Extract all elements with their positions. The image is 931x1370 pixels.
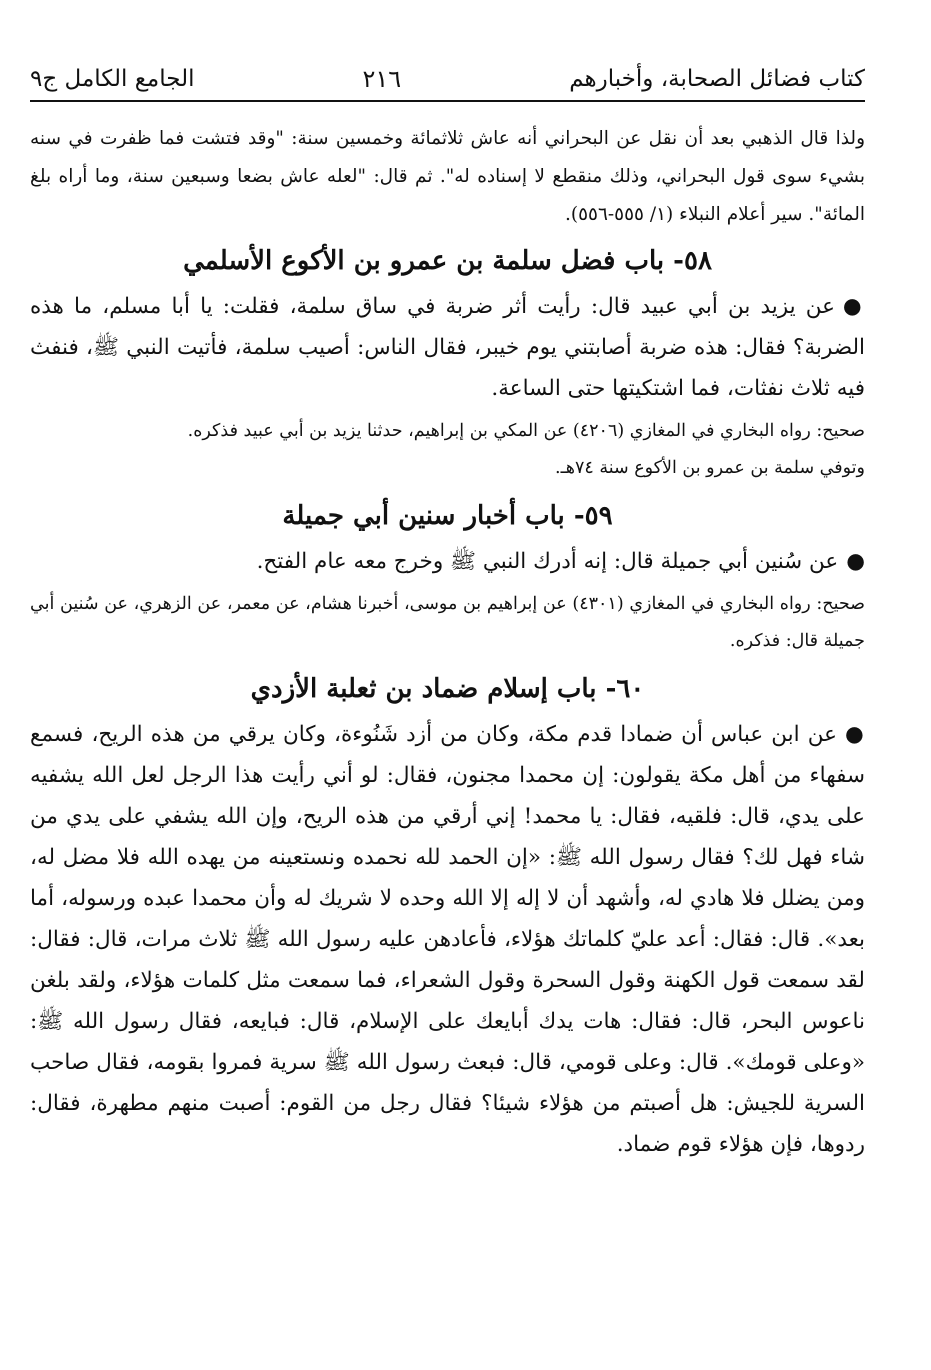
hadith-paragraph-60 (30, 714, 865, 1165)
takhrij-note-59: صحيح: رواه البخاري في المغازي (٤٣٠١) عن إبراهيم بن موسى، أخبرنا هشام، عن معمر، عن الزهري، عن سُنين أبي جميلة قال: فذكره. (30, 594, 866, 651)
page-content (30, 120, 865, 1165)
page-header (30, 64, 865, 102)
section-heading-60: ٦٠- باب إسلام ضماد بن ثعلبة الأزدي (250, 674, 645, 704)
death-note-58: وتوفي سلمة بن عمرو بن الأكوع سنة ٧٤هـ. (555, 458, 865, 478)
intro-paragraph: ولذا قال الذهبي بعد أن نقل عن البحراني أنه عاش ثلاثمائة وخمسين سنة: "وقد فتشت فما ظفرت في سنه بشيء سوى قول البحراني، وذلك منقطع لا إسناده له". ثم قال: "لعله عاش بضعا وسبعين سنة، وما أراه بلغ المائة". سير أعلام النبلاء (١/ ٥٥٥-٥٥٦). (30, 128, 865, 225)
header-book-title: الجامع الكامل ج٩ (30, 66, 195, 92)
bullet-icon: ● (846, 549, 865, 574)
hadith-paragraph-59 (30, 541, 865, 582)
bullet-icon: ● (844, 722, 865, 747)
page-number: ٢١٦ (362, 65, 402, 93)
hadith-paragraph-58 (30, 286, 865, 409)
bullet-icon: ● (842, 294, 865, 319)
hadith-text-60: عن ابن عباس أن ضمادا قدم مكة، وكان من أزد شَنُوءة، وكان يرقي من هذه الريح، فسمع سفهاء من أهل مكة يقولون: إن محمدا مجنون، فقال: لو أني رأيت هذا الرجل لعل الله يشفيه على يدي، قال: فلقيه، فقال: يا محمد! إني أرقي من هذه الريح، وإن الله يشفي على يدي من شاء فهل لك؟ فقال رسول الله ﷺ: «إن الحمد لله نحمده ونستعينه من يهده الله فلا مضل له، ومن يضلل فلا هادي له، وأشهد أن لا إله إلا الله وحده لا شريك له وأن محمدا عبده ورسوله، أما بعد». قال: فقال: أعد عليّ كلماتك هؤلاء، فأعادهن عليه رسول الله ﷺ ثلاث مرات، قال: فقال: لقد سمعت قول الكهنة وقول السحرة وقول الشعراء، فما سمعت مثل كلمات هؤلاء، ولقد بلغن ناعوس البحر، قال: فقال: هات يدك أبايعك على الإسلام، قال: فبايعه، فقال رسول الله ﷺ: «وعلى قومك». قال: وعلى قومي، قال: فبعث رسول الله ﷺ سرية فمروا بقومه، فقال صاحب السرية للجيش: هل أصبتم من هؤلاء شيئا؟ فقال رجل من القوم: أصبت منهم مطهرة، فقال: ردوها، فإن هؤلاء قوم ضماد. (30, 722, 865, 1157)
header-book-section: كتاب فضائل الصحابة، وأخبارهم (569, 66, 865, 92)
takhrij-note-58: صحيح: رواه البخاري في المغازي (٤٢٠٦) عن المكي بن إبراهيم، حدثنا يزيد بن أبي عبيد فذكره. (187, 421, 865, 441)
hadith-text-59: عن سُنين أبي جميلة قال: إنه أدرك النبي ﷺ وخرج معه عام الفتح. (256, 549, 839, 574)
section-heading-58: ٥٨- باب فضل سلمة بن عمرو بن الأكوع الأسلمي (183, 246, 712, 276)
section-heading-59: ٥٩- باب أخبار سنين أبي جميلة (282, 501, 613, 531)
hadith-text-58: عن يزيد بن أبي عبيد قال: رأيت أثر ضربة في ساق سلمة، فقلت: يا أبا مسلم، ما هذه الضربة؟ فقال: هذه ضربة أصابتني يوم خيبر، فقال الناس: أصيب سلمة، فأتيت النبي ﷺ، فنفث فيه ثلاث نفثات، فما اشتكيتها حتى الساعة. (30, 294, 865, 401)
